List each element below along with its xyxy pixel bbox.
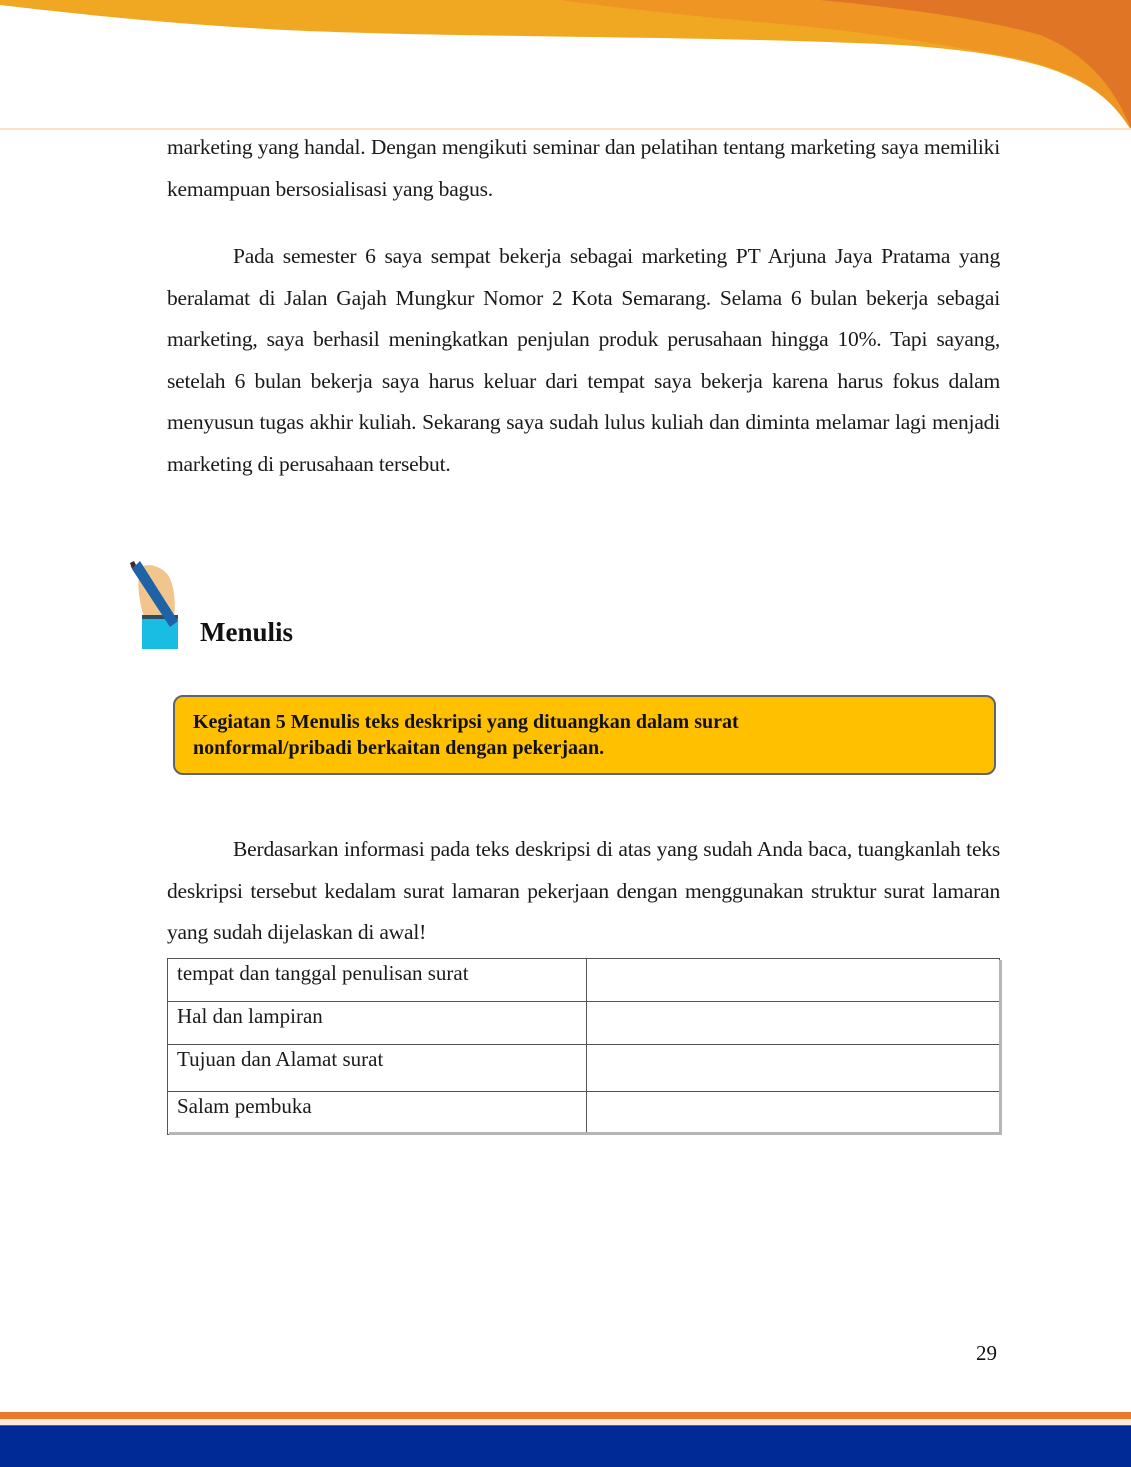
table-row [168, 1092, 1000, 1135]
table-cell-label: tempat dan tanggal penulisan surat [168, 959, 587, 1002]
table-cell-answer[interactable] [587, 1045, 1000, 1092]
header-wave-decoration [0, 0, 1131, 135]
letter-structure-table [167, 958, 1000, 1135]
pencil-hand-icon [130, 555, 182, 650]
table-row [168, 959, 1000, 1002]
footer-orange-stripe [0, 1412, 1131, 1419]
table-shadow [169, 1132, 1001, 1135]
table-cell-label: Tujuan dan Alamat surat [168, 1045, 587, 1092]
table-cell-answer[interactable] [587, 1092, 1000, 1135]
paragraph-1-text: marketing yang handal. Dengan mengikuti seminar dan pelatihan tentang marketing saya memiliki kemampuan bersosialisasi yang bagus. [167, 135, 1000, 201]
table-row [168, 1045, 1000, 1092]
paragraph-3 [167, 829, 1000, 954]
activity-line-2: nonformal/pribadi berkaitan dengan pekerjaan. [193, 737, 605, 759]
activity-line-1: Kegiatan 5 Menulis teks deskripsi yang dituangkan dalam surat [193, 711, 739, 733]
table-row [168, 1002, 1000, 1045]
section-heading [130, 555, 430, 655]
table-cell-label: Hal dan lampiran [168, 1002, 587, 1045]
activity-box [173, 695, 996, 775]
page-number: 29 [976, 1341, 997, 1365]
footer-blue-band [0, 1425, 1131, 1467]
table-cell-label: Salam pembuka [168, 1092, 587, 1135]
table-cell-answer[interactable] [587, 1002, 1000, 1045]
table-cell-answer[interactable] [587, 959, 1000, 1002]
paragraph-1 [167, 127, 1000, 210]
paragraph-2-text: Pada semester 6 saya sempat bekerja sebagai marketing PT Arjuna Jaya Pratama yang beralamat di Jalan Gajah Mungkur Nomor 2 Kota Semarang. Selama 6 bulan bekerja sebagai marketing, saya berhasil meningkatkan penjulan produk perusahaan hingga 10%. Tapi sayang, setelah 6 bulan bekerja saya harus keluar dari tempat saya bekerja karena harus fokus dalam menyusun tugas akhir kuliah. Sekarang saya sudah lulus kuliah dan diminta melamar lagi menjadi marketing di perusahaan tersebut. [167, 244, 1000, 476]
paragraph-2 [167, 236, 1000, 485]
paragraph-3-text: Berdasarkan informasi pada teks deskripsi di atas yang sudah Anda baca, tuangkanlah teks deskripsi tersebut kedalam surat lamaran pekerjaan dengan menggunakan struktur surat lamaran yang sudah dijelaskan di awal! [167, 837, 1000, 944]
section-title: Menulis [200, 617, 294, 647]
table-shadow [999, 960, 1002, 1135]
